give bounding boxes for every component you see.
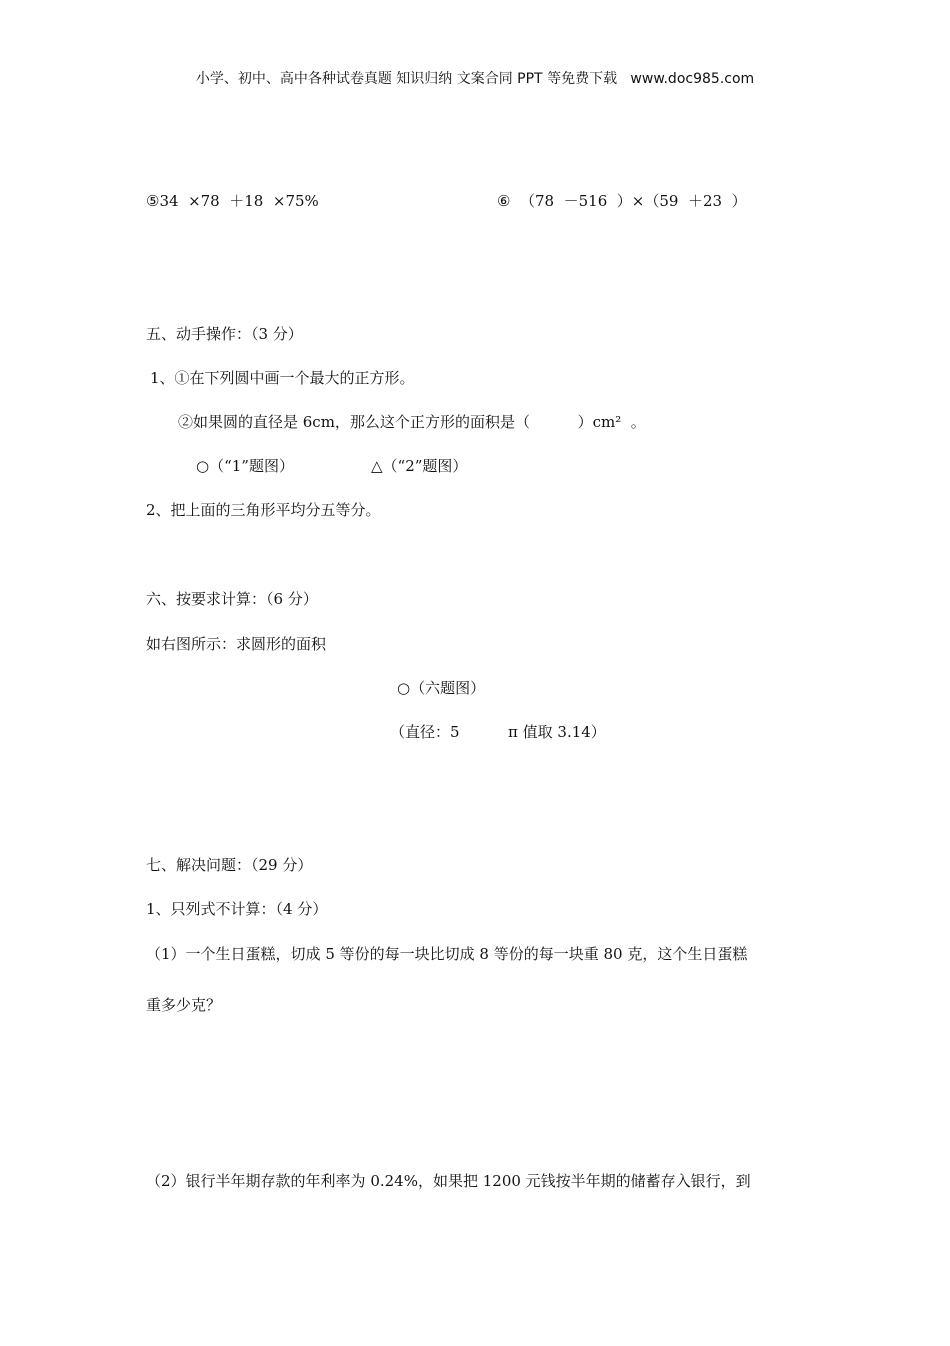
section-7-sub1: 1、只列式不计算：（4 分） [146,900,328,918]
section-6-prompt: 如右图所示：求圆形的面积 [146,635,327,653]
calc-item-5: ⑤34 ×78 ＋18 ×75% [146,192,319,210]
section-5-q1a: 1、①在下列圆中画一个最大的正方形。 [150,369,415,387]
section-6-title: 六、按要求计算：（6 分） [146,590,318,608]
section-6-diameter-note: （直径：5 [390,723,460,741]
section-7-title: 七、解决问题：（29 分） [146,856,313,874]
section-5-figure-1-label: ○（“1”题图） [196,457,294,475]
calc-item-6: ⑥ （78 －516 ）×（59 ＋23 ） [497,192,747,210]
section-5-title: 五、动手操作：（3 分） [146,325,303,343]
section-7-problem-1-line-1: （1）一个生日蛋糕，切成 5 等份的每一块比切成 8 等份的每一块重 80 克，这个生日蛋糕 [146,945,748,963]
section-5-q1b: ②如果圆的直径是 6cm，那么这个正方形的面积是（ ）cm² 。 [178,413,646,431]
section-6-pi-note: π 值取 3.14） [508,723,606,741]
section-7-problem-1-line-2: 重多少克？ [146,996,222,1014]
section-5-figure-2-label: △（“2”题图） [371,457,468,475]
section-6-figure-label: ○（六题图） [397,679,486,697]
section-5-q2: 2、把上面的三角形平均分五等分。 [146,501,381,519]
section-7-problem-2-line-1: （2）银行半年期存款的年利率为 0.24%，如果把 1200 元钱按半年期的储蓄存入银行，到 [146,1172,751,1190]
page-header: 小学、初中、高中各种试卷真题 知识归纳 文案合同 PPT 等免费下载 www.doc985.com [195,71,755,87]
